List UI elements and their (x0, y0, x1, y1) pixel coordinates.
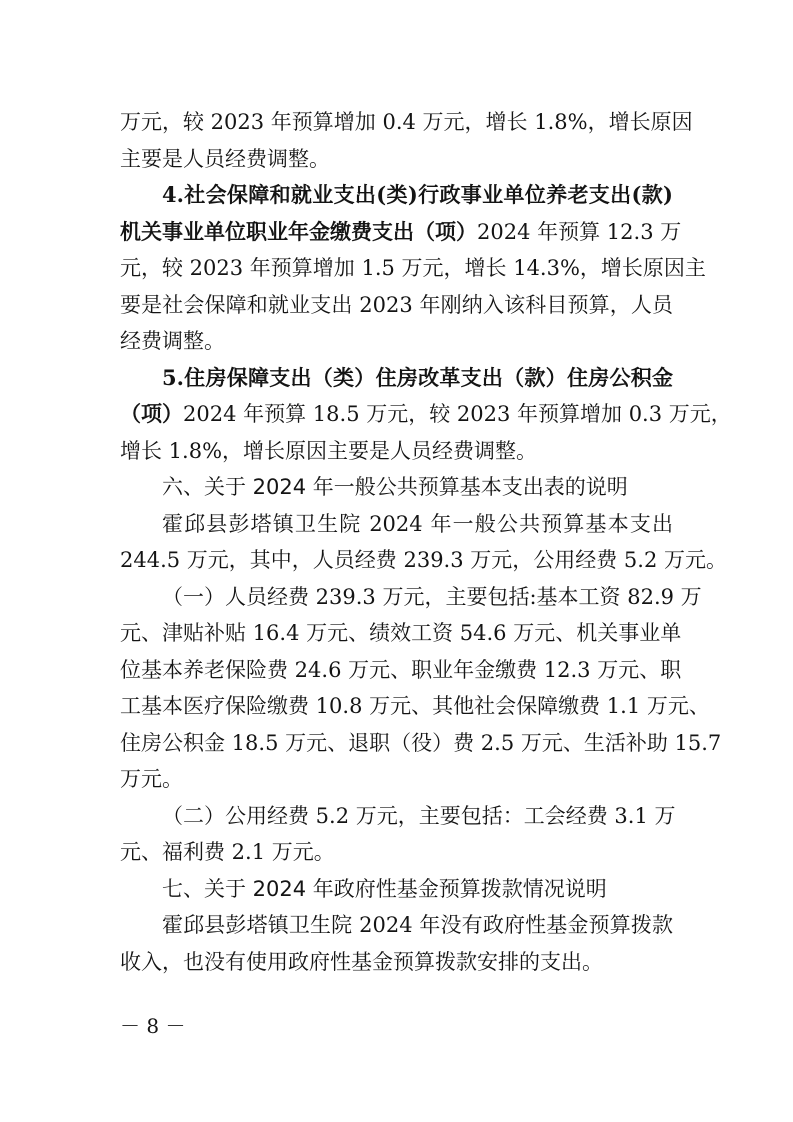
text-line (120, 214, 682, 250)
text-line: 要是社会保障和就业支出 2023 年刚纳入该科目预算，人员 (120, 293, 673, 317)
text-line: 增长 1.8%，增长原因主要是人员经费调整。 (120, 439, 538, 463)
text-line: 主要是人员经费调整。 (120, 147, 330, 171)
text-line: 元，较 2023 年预算增加 1.5 万元，增长 14.3%，增长原因主 (120, 256, 706, 280)
section-heading-5: 5.住房保障支出（类）住房改革支出（款）住房公积金 (162, 365, 673, 390)
text-line (120, 396, 732, 432)
text-segment: 2024 年预算 12.3 万 (477, 220, 682, 244)
text-line: 万元，较 2023 年预算增加 0.4 万元，增长 1.8%，增长原因 (120, 110, 693, 134)
text-line: 住房公积金 18.5 万元、退职（役）费 2.5 万元、生活补助 15.7 (120, 731, 722, 755)
text-line: 244.5 万元，其中，人员经费 239.3 万元，公用经费 5.2 万元。 (120, 548, 728, 572)
section-heading-6: 六、关于 2024 年一般公共预算基本支出表的说明 (162, 475, 628, 499)
text-line: 霍邱县彭塔镇卫生院 2024 年没有政府性基金预算拨款 (162, 913, 673, 937)
text-line: 元、津贴补贴 16.4 万元、绩效工资 54.6 万元、机关事业单 (120, 621, 682, 645)
section-heading-7: 七、关于 2024 年政府性基金预算拨款情况说明 (162, 877, 607, 901)
text-line: 元、福利费 2.1 万元。 (120, 840, 335, 864)
text-segment: 2024 年预算 18.5 万元，较 2023 年预算增加 0.3 万元， (183, 402, 732, 426)
page-number: － 8 － (120, 1014, 186, 1038)
text-line: 经费调整。 (120, 329, 225, 353)
text-line: （一）人员经费 239.3 万元，主要包括:基本工资 82.9 万 (162, 585, 702, 609)
bold-segment: 机关事业单位职业年金缴费支出（项） (120, 219, 477, 244)
text-line: 位基本养老保险费 24.6 万元、职业年金缴费 12.3 万元、职 (120, 658, 682, 682)
text-line: 工基本医疗保险缴费 10.8 万元、其他社会保障缴费 1.1 万元、 (120, 694, 710, 718)
text-line: 霍邱县彭塔镇卫生院 2024 年一般公共预算基本支出 (162, 512, 673, 536)
text-line: 万元。 (120, 767, 183, 791)
section-heading-4: 4.社会保障和就业支出(类)行政事业单位养老支出(款) (162, 182, 673, 207)
bold-segment: （项） (120, 401, 183, 426)
text-line: 收入，也没有使用政府性基金预算拨款安排的支出。 (120, 950, 603, 974)
text-line: （二）公用经费 5.2 万元，主要包括：工会经费 3.1 万 (162, 804, 676, 828)
